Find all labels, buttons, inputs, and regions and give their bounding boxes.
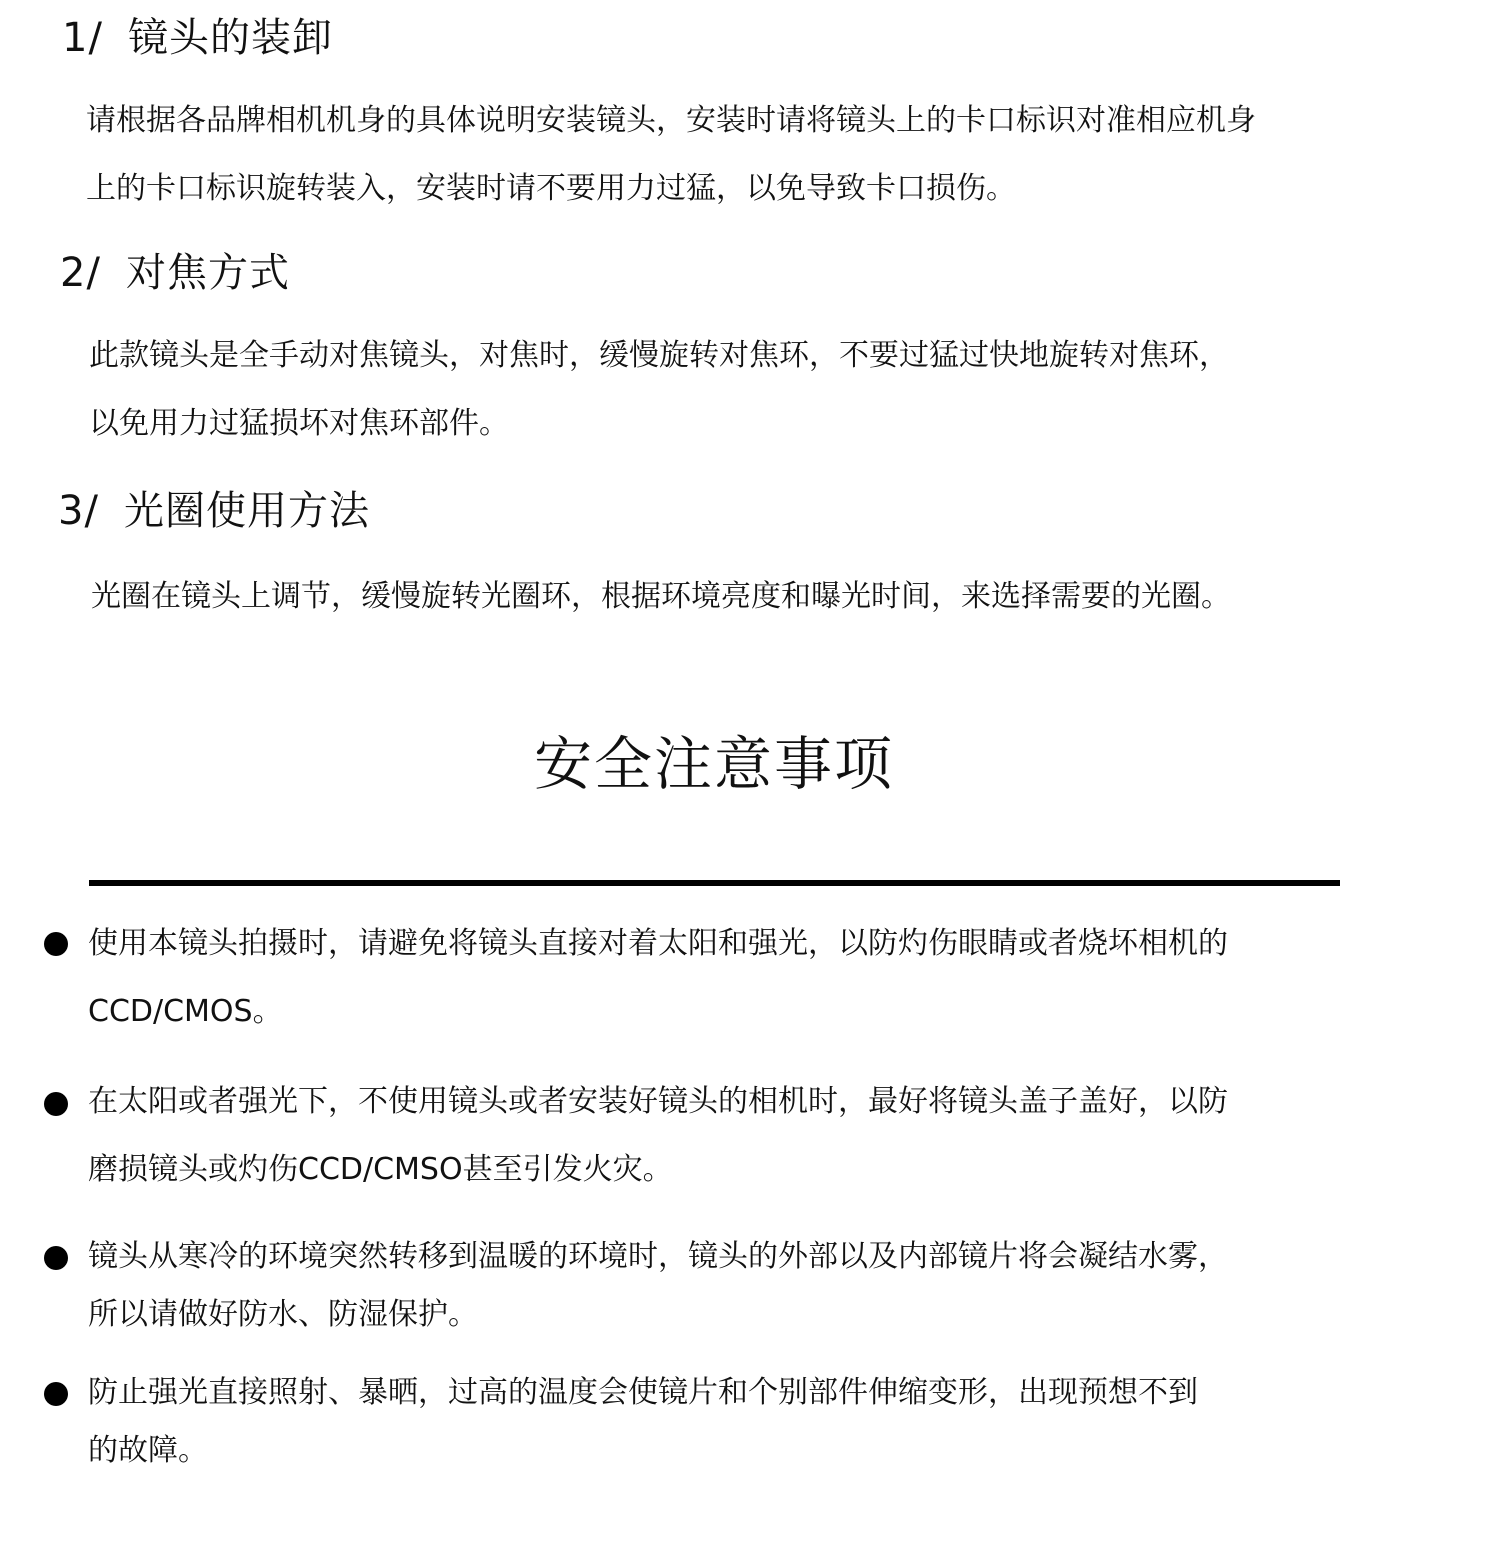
section-2-line-2: 以免用力过猛损坏对焦环部件。 [89, 406, 509, 441]
section-1-number: 1/ [62, 15, 103, 61]
section-2-title: 对焦方式 [126, 250, 290, 296]
bullet-icon [44, 932, 68, 956]
safety-item-2-line-1: 在太阳或者强光下，不使用镜头或者安装好镜头的相机时，最好将镜头盖子盖好，以防 [88, 1084, 1228, 1119]
bullet-icon [44, 1092, 68, 1116]
section-1-line-1: 请根据各品牌相机机身的具体说明安装镜头，安装时请将镜头上的卡口标识对准相应机身 [86, 103, 1256, 138]
section-1-line-2: 上的卡口标识旋转装入，安装时请不要用力过猛，以免导致卡口损伤。 [86, 171, 1016, 206]
section-3-body [91, 563, 1231, 631]
safety-title: 安全注意事项 [533, 730, 894, 798]
safety-item-3-line-2: 所以请做好防水、防湿保护。 [88, 1297, 478, 1332]
section-2-heading [60, 249, 290, 297]
section-1-body [86, 87, 1256, 223]
section-3-title: 光圈使用方法 [124, 488, 370, 534]
divider [89, 880, 1340, 886]
section-1-heading [62, 14, 333, 62]
safety-item-4-line-2: 的故障。 [88, 1433, 208, 1468]
section-3-number: 3/ [58, 488, 99, 534]
safety-item-1-line-1: 使用本镜头拍摄时，请避免将镜头直接对着太阳和强光，以防灼伤眼睛或者烧坏相机的 [88, 926, 1228, 961]
bullet-icon [44, 1382, 68, 1406]
section-1-title: 镜头的装卸 [128, 15, 333, 61]
section-3-heading [58, 487, 370, 535]
bullet-icon [44, 1246, 68, 1270]
section-3-line-1: 光圈在镜头上调节，缓慢旋转光圈环，根据环境亮度和曝光时间，来选择需要的光圈。 [91, 579, 1231, 614]
section-2-number: 2/ [60, 250, 101, 296]
section-2-body [89, 322, 1229, 458]
section-2-line-1: 此款镜头是全手动对焦镜头，对焦时，缓慢旋转对焦环，不要过猛过快地旋转对焦环， [89, 338, 1229, 373]
safety-item-3-line-1: 镜头从寒冷的环境突然转移到温暖的环境时，镜头的外部以及内部镜片将会凝结水雾， [88, 1239, 1228, 1274]
safety-item-2-line-2: 磨损镜头或灼伤CCD/CMSO甚至引发火灾。 [88, 1152, 673, 1187]
safety-item-4-line-1: 防止强光直接照射、暴晒，过高的温度会使镜片和个别部件伸缩变形，出现预想不到 [88, 1375, 1198, 1410]
safety-item-1-line-2: CCD/CMOS。 [88, 994, 283, 1029]
